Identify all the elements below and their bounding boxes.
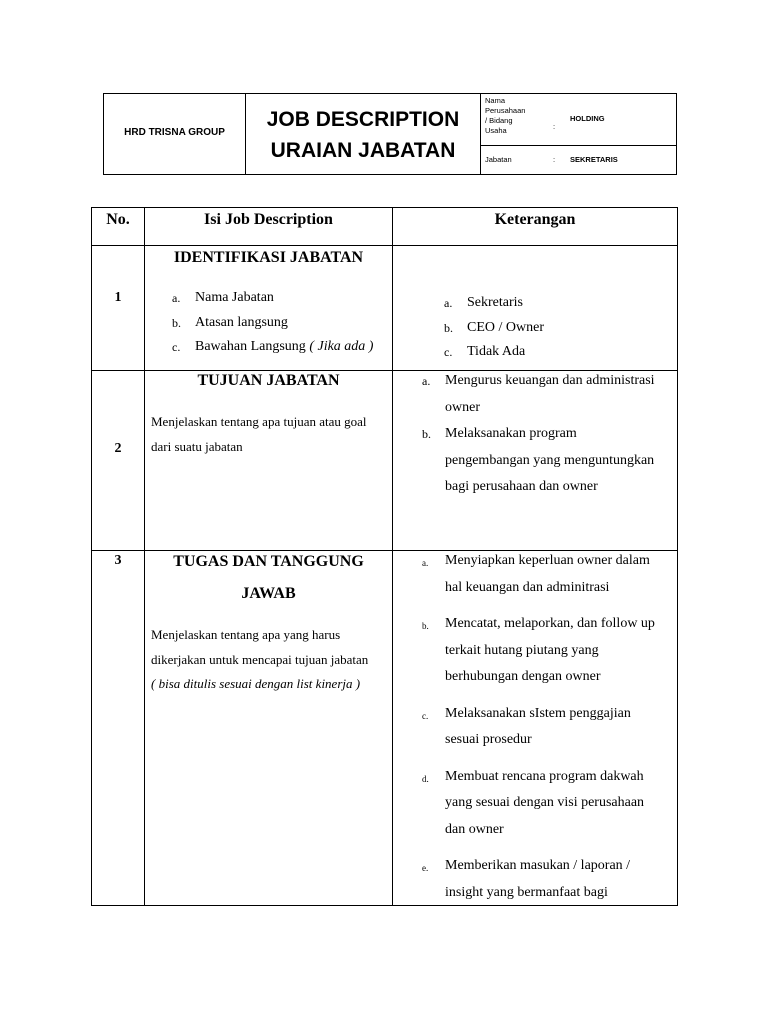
label-line: Nama — [485, 96, 506, 105]
list-item — [422, 853, 677, 906]
list-text: Mencatat, melaporkan, dan follow up — [445, 616, 655, 631]
list-letter: b. — [444, 320, 453, 335]
section-title-line: JAWAB — [241, 585, 296, 602]
position-value: SEKRETARIS — [570, 155, 618, 164]
list-item — [444, 316, 699, 341]
list-text: Melaksanakan program — [445, 426, 577, 441]
list-text: pengembangan yang menguntungkan — [445, 452, 655, 468]
sub-item-list — [172, 286, 373, 360]
list-text: bagi perusahaan dan owner — [445, 479, 598, 494]
document-title-line: JOB DESCRIPTION — [266, 108, 460, 131]
list-letter: a. — [172, 291, 181, 305]
list-text: Menyiapkan keperluan owner dalam — [445, 553, 650, 568]
row-number: 2 — [114, 441, 122, 456]
divider — [480, 94, 481, 174]
list-item — [172, 286, 373, 311]
notes-list — [422, 548, 677, 906]
list-text: Membuat rencana program dakwah — [445, 768, 644, 784]
list-item — [422, 764, 677, 844]
list-text: Mengurus keuangan dan administrasi — [445, 373, 655, 388]
notes-list — [422, 368, 677, 501]
section-description — [151, 410, 391, 459]
section-description — [151, 623, 391, 697]
section-title: IDENTIFIKASI JABATAN — [173, 249, 364, 266]
list-text: owner — [445, 399, 480, 415]
colon: : — [553, 155, 556, 164]
list-letter: c. — [422, 710, 429, 721]
section-title-line: TUGAS DAN TANGGUNG — [173, 553, 364, 570]
label-line: Usaha — [485, 126, 507, 135]
row-number: 1 — [114, 290, 122, 305]
company-name: HRD TRISNA GROUP — [124, 127, 225, 138]
list-text: hal keuangan dan adminitrasi — [445, 579, 610, 595]
list-item — [444, 291, 699, 316]
list-text: Nama Jabatan — [195, 290, 274, 305]
column-divider — [392, 208, 393, 905]
list-item — [422, 701, 677, 754]
list-text: sesuai prosedur — [445, 732, 532, 747]
list-text: CEO / Owner — [467, 319, 544, 335]
document-title-line: URAIAN JABATAN — [270, 139, 456, 162]
section-title: TUJUAN JABATAN — [197, 372, 340, 389]
list-letter: d. — [422, 773, 429, 784]
description-line: dari suatu jabatan — [151, 438, 243, 454]
list-item — [444, 340, 699, 365]
list-text: Melaksanakan sIstem penggajian — [445, 705, 631, 721]
document-title — [246, 104, 480, 166]
list-item — [172, 311, 373, 336]
list-text: Atasan langsung — [195, 314, 288, 330]
label-line: Perusahaan — [485, 106, 526, 115]
list-text: berhubungan dengan owner — [445, 669, 601, 684]
column-header-content: Isi Job Description — [204, 211, 333, 228]
list-text: Memberikan masukan / laporan / — [445, 858, 631, 873]
list-item — [422, 548, 677, 601]
row-number: 3 — [114, 553, 122, 568]
list-letter: b. — [422, 427, 431, 441]
list-item — [172, 335, 373, 360]
list-letter: c. — [172, 340, 181, 354]
description-note: ( bisa ditulis sesuai dengan list kinerja ) — [151, 676, 361, 691]
list-letter: e. — [422, 863, 429, 873]
list-text: dan owner — [445, 821, 504, 837]
label-line: / Bidang — [485, 116, 513, 125]
list-letter: a. — [422, 558, 429, 568]
job-description-table — [91, 207, 678, 906]
notes-list — [444, 291, 699, 365]
list-letter: a. — [444, 296, 453, 310]
list-text: terkait hutang piutang yang — [445, 642, 599, 658]
list-text: insight yang bermanfaat bagi — [445, 884, 608, 900]
list-note: ( Jika ada ) — [309, 339, 374, 354]
company-label — [485, 96, 525, 136]
list-letter: a. — [422, 374, 431, 388]
list-letter: b. — [172, 315, 181, 330]
section-title — [145, 546, 392, 610]
list-text: Sekretaris — [467, 295, 523, 310]
list-item — [422, 611, 677, 691]
list-text: Tidak Ada — [467, 344, 526, 359]
colon: : — [553, 122, 556, 131]
list-item — [422, 368, 677, 421]
description-line: Menjelaskan tentang apa yang harus — [151, 627, 341, 642]
position-label: Jabatan — [485, 155, 512, 164]
list-letter: b. — [422, 621, 429, 631]
description-line: Menjelaskan tentang apa tujuan atau goal — [151, 414, 367, 429]
company-value: HOLDING — [570, 114, 605, 123]
description-line: dikerjakan untuk mencapai tujuan jabatan — [151, 651, 369, 667]
list-text: yang sesuai dengan visi perusahaan — [445, 795, 645, 810]
document-header — [103, 93, 677, 175]
list-item — [422, 421, 677, 501]
list-letter: c. — [444, 345, 453, 359]
list-text: Bawahan Langsung — [195, 339, 306, 354]
divider — [480, 145, 676, 146]
column-header-notes: Keterangan — [494, 211, 576, 228]
column-header-no: No. — [106, 211, 130, 228]
